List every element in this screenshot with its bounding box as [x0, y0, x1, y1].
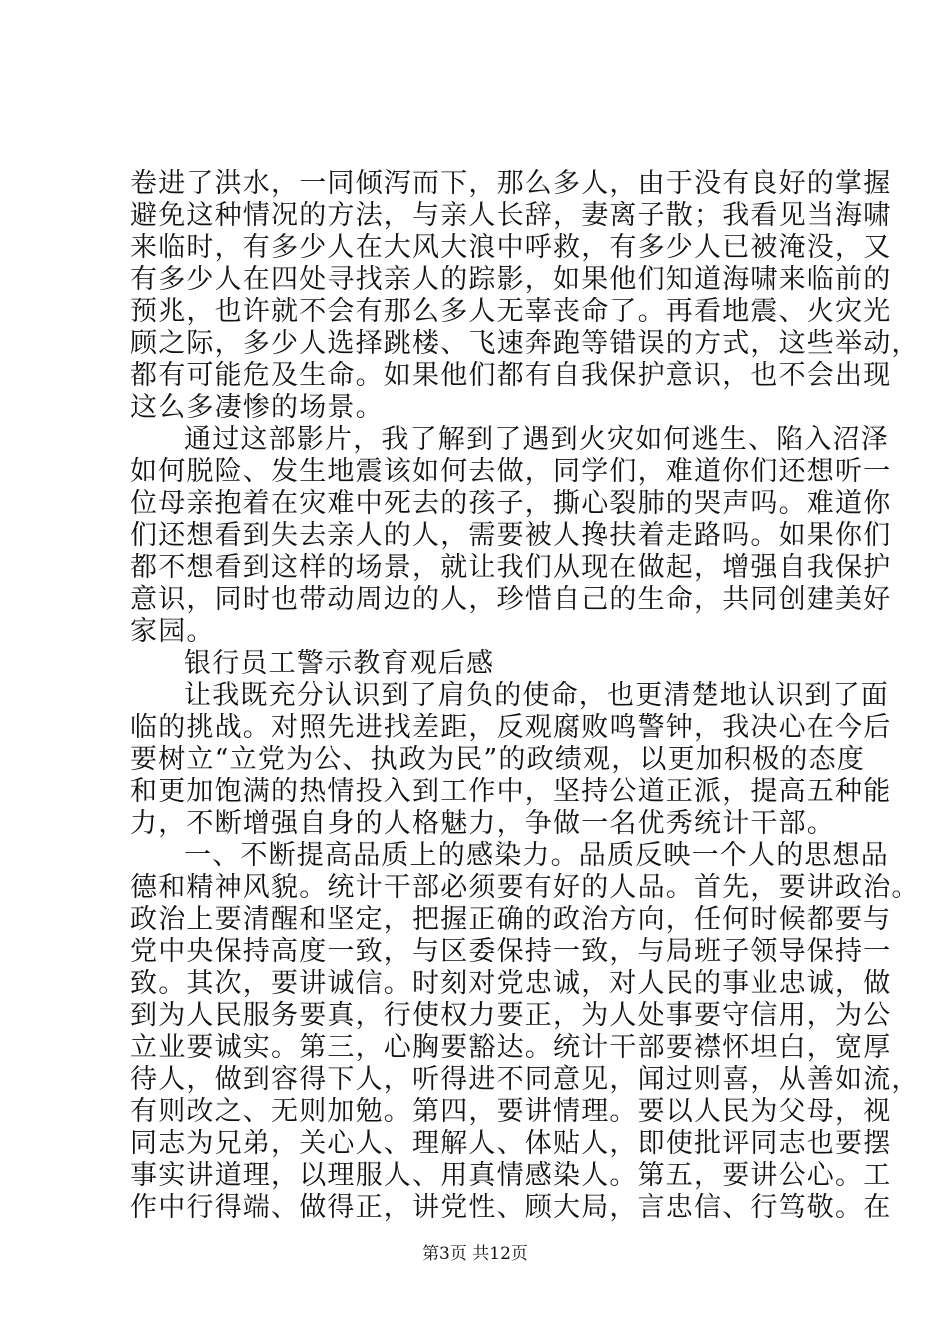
document-body [130, 168, 920, 1224]
text-line: 待人，做到容得下人，听得进不同意见，闻过则喜，从善如流， [130, 1064, 920, 1095]
text-line: 德和精神风貌。统计干部必须要有好的人品。首先，要讲政治。 [130, 872, 920, 903]
text-line: 致。其次，要讲诚信。时刻对党忠诚，对人民的事业忠诚，做 [130, 968, 892, 999]
text-line: 临的挑战。对照先进找差距，反观腐败鸣警钟，我决心在今后 [130, 712, 892, 743]
text-line: 要树立“立党为公、执政为民”的政绩观，以更加积极的态度 [130, 744, 866, 775]
text-line: 卷进了洪水，一同倾泻而下，那么多人，由于没有良好的掌握 [130, 168, 892, 199]
text-line: 和更加饱满的热情投入到工作中，坚持公道正派，提高五种能 [130, 776, 892, 807]
paragraph-start-line: 让我既充分认识到了肩负的使命，也更清楚地认识到了面 [184, 680, 889, 711]
section-title: 银行员工警示教育观后感 [184, 648, 495, 679]
text-line: 到为人民服务要真，行使权力要正，为人处事要守信用，为公 [130, 1000, 892, 1031]
text-line: 们还想看到失去亲人的人，需要被人搀扶着走路吗。如果你们 [130, 520, 892, 551]
paragraph-start-line: 通过这部影片，我了解到了遇到火灾如何逃生、陷入沼泽 [184, 424, 889, 455]
text-line: 都不想看到这样的场景，就让我们从现在做起，增强自我保护 [130, 552, 892, 583]
text-line: 有多少人在四处寻找亲人的踪影，如果他们知道海啸来临前的 [130, 264, 892, 295]
page-number-footer: 第3页 共12页 [422, 1244, 528, 1264]
text-line: 如何脱险、发生地震该如何去做，同学们，难道你们还想听一 [130, 456, 892, 487]
text-line: 避免这种情况的方法，与亲人长辞，妻离子散；我看见当海啸 [130, 200, 892, 231]
text-line: 立业要诚实。第三，心胸要豁达。统计干部要襟怀坦白，宽厚 [130, 1032, 892, 1063]
text-line: 预兆，也许就不会有那么多人无辜丧命了。再看地震、火灾光 [130, 296, 892, 327]
text-line: 党中央保持高度一致，与区委保持一致，与局班子领导保持一 [130, 936, 892, 967]
text-line: 政治上要清醒和坚定，把握正确的政治方向，任何时候都要与 [130, 904, 892, 935]
text-line: 意识，同时也带动周边的人，珍惜自己的生命，共同创建美好 [130, 584, 892, 615]
text-line: 来临时，有多少人在大风大浪中呼救，有多少人已被淹没，又 [130, 232, 892, 263]
text-line: 作中行得端、做得正，讲党性、顾大局，言忠信、行笃敬。在 [130, 1192, 892, 1223]
text-line: 力，不断增强自身的人格魅力，争做一名优秀统计干部。 [130, 808, 835, 839]
text-line: 家园。 [130, 616, 215, 647]
paragraph-start-line: 一、不断提高品质上的感染力。品质反映一个人的思想品 [184, 840, 889, 871]
text-line: 有则改之、无则加勉。第四，要讲情理。要以人民为父母，视 [130, 1096, 892, 1127]
text-line: 事实讲道理，以理服人、用真情感染人。第五，要讲公心。工 [130, 1160, 892, 1191]
text-line: 同志为兄弟，关心人、理解人、体贴人，即使批评同志也要摆 [130, 1128, 892, 1159]
text-line: 位母亲抱着在灾难中死去的孩子，撕心裂肺的哭声吗。难道你 [130, 488, 892, 519]
text-line: 都有可能危及生命。如果他们都有自我保护意识，也不会出现 [130, 360, 892, 391]
text-line: 这么多凄惨的场景。 [130, 392, 384, 423]
text-line: 顾之际，多少人选择跳楼、飞速奔跑等错误的方式，这些举动， [130, 328, 920, 359]
